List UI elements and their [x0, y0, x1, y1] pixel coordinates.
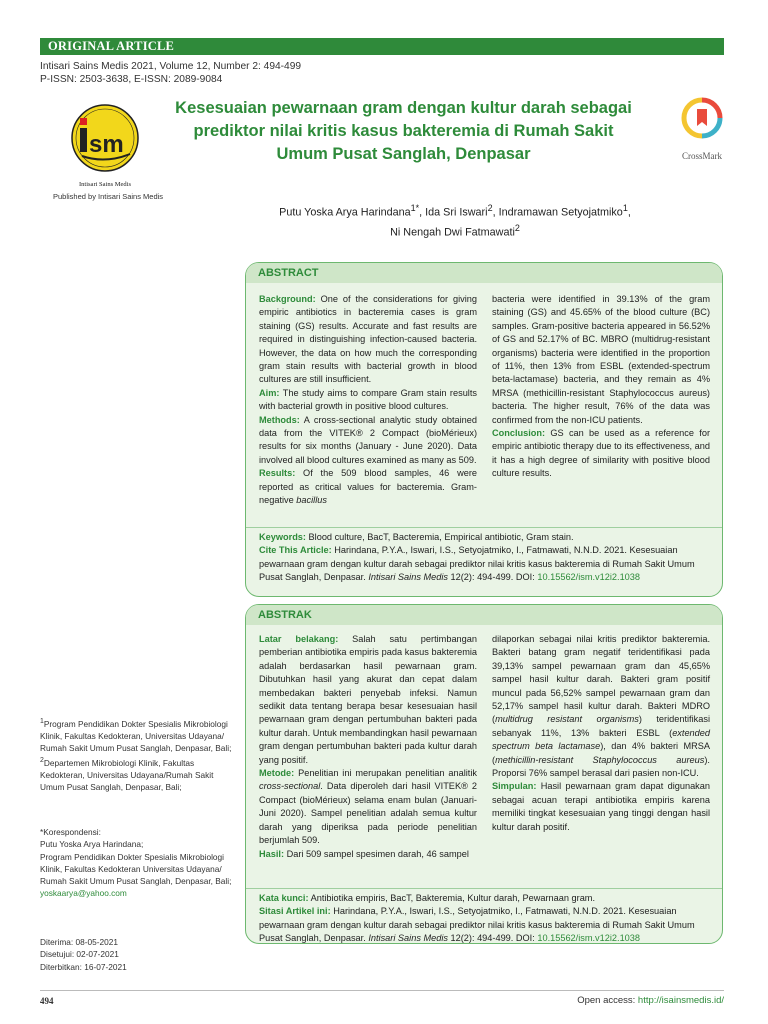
correspondence-name: Putu Yoska Arya Harindana; [40, 839, 144, 850]
open-access-label: Open access: [577, 995, 638, 1006]
hasil-italic-2: extended spectrum beta lactamase [492, 727, 710, 752]
results-continued-text: bacteria were identified in 39.13% of the gram staining (GS) and 45.65% of the blood culture (BC) samples. Gram-positive bacteria appeared in 56.52% of GS and 52.17% of BC. MBRO (multidrug-resistant organisms) bacteria were identified in the proportion of 11%, then 13% from ESBL (extended-spectrum beta-lactamase) bacteria, and they remain as 4% MRSA (methicillin-resistant Staphylococcus aureus) bacteria. The higher result, 76% of the data was confirmed from the non-ICU patients. [492, 294, 710, 425]
crossmark-badge[interactable] [672, 96, 732, 166]
abstract-divider [246, 527, 722, 528]
latar-belakang-label: Latar belakang: [259, 634, 339, 644]
abstrak-box [245, 604, 723, 944]
hasil-italic-3: methicillin-resistant Staphylococcus aureus [495, 754, 705, 765]
hasil-continued-1: dilaporkan sebagai nilai kritis prediktor bakteremia. Bakteri batang gram negatif teridentifikasi pada 39,13% sampel pewarnaan gram dan 45,65% sampel hasil kultur darah. Bakteri gram positif muncul pada 56,52% sampel pewarnaan gram dan 52,17% sampel hasil kultur darah. Bakteri MDRO ( [492, 634, 710, 725]
abstrak-right-column [492, 633, 710, 834]
author-3-affiliation: 1 [622, 203, 628, 213]
background-text: One of the considerations for giving empiric antibiotics in bacteremia cases is gram staining (GS) results. Accurate and fast results are required in distinguishing infection-caused bacteria. However, the data on how much the corresponding gram stain results with bacterial growth in blood cultures are still insufficient. [259, 294, 477, 385]
results-text: Of the 509 blood samples, 46 were reported as critical values for bacteremia. Gram-negative [259, 468, 477, 506]
open-access-link[interactable]: http://isainsmedis.id/ [637, 995, 724, 1006]
affiliation-2-number: 2 [40, 756, 44, 764]
article-type-banner [40, 38, 724, 55]
journal-meta [40, 60, 301, 86]
kata-kunci-label: Kata kunci: [259, 893, 309, 903]
abstract-keywords-block [259, 531, 712, 585]
abstrak-divider [246, 888, 722, 889]
background-label: Background: [259, 294, 316, 304]
sitasi-text: Harindana, P.Y.A., Iswari, I.S., Setyojatmiko, I., Fatmawati, N.N.D. 2021. Kesesuaian pewarnaan gram dengan kultur darah sebagai prediktor nilai kritis kasus bakteremia di Rumah Sakit Umum Pusat Sanglah, Denpasar. [259, 906, 695, 944]
cite-volume: 12(2): 494-499. DOI: [447, 572, 538, 583]
crossmark-icon [680, 96, 724, 144]
simpulan-label: Simpulan: [492, 781, 537, 792]
abstrak-keywords-block [259, 892, 712, 946]
sitasi-label: Sitasi Artikel ini: [259, 906, 331, 917]
author-4-affiliation: 2 [514, 222, 520, 233]
author-separator: , [627, 206, 631, 219]
abstrak-heading: ABSTRAK [258, 609, 312, 621]
kata-kunci-text: Antibiotika empiris, BacT, Bakteremia, Kultur darah, Pewarnaan gram. [308, 893, 596, 903]
published-by: Published by Intisari Sains Medis [53, 192, 164, 201]
aim-label: Aim: [259, 387, 280, 398]
affiliations [40, 716, 240, 793]
footer-divider [40, 990, 724, 991]
open-access-notice [577, 995, 724, 1006]
abstract-right-column [492, 293, 710, 481]
hasil-continued-2: ) teridentifikasi sebanyak 11%, 13% bakteri ESBL ( [492, 714, 710, 738]
page-number: 494 [40, 996, 54, 1006]
date-published: Diterbitkan: 16-07-2021 [40, 961, 127, 972]
results-italic: bacillus [296, 495, 327, 506]
conclusion-text: GS can be used as a reference for empiric antibiotic therapy due to its effectiveness, and it has a high degree of similarity with positive blood culture results. [492, 428, 710, 479]
cite-text: Harindana, P.Y.A., Iswari, I.S., Setyojatmiko, I., Fatmawati, N.N.D. 2021. Kesesuaian pewarnaan gram dengan kultur darah sebagai prediktor nilai kritis kasus bakteremia di Rumah Sakit Umum Pusat Sanglah, Denpasar. [259, 545, 695, 583]
keywords-text: Blood culture, BacT, Bacteremia, Empirical antibiotic, Gram stain. [305, 532, 574, 542]
cite-journal: Intisari Sains Medis [368, 572, 448, 583]
author-4: Ni Nengah Dwi Fatmawati [390, 226, 515, 239]
cite-doi-link[interactable]: 10.15562/ism.v12i2.1038 [537, 572, 641, 583]
journal-citation-line: Intisari Sains Medis 2021, Volume 12, Number 2: 494-499 [40, 61, 302, 72]
methods-text: A cross-sectional analytic study obtained data from the VITEK® 2 Compact (bioMérieux) results for six months (January - June 2020). Data involved all blood cultures examined as many as 509. [259, 414, 477, 465]
hasil-continued-3: ), dan 4% bakteri MRSA ( [492, 741, 710, 765]
author-1-affiliation: 1* [410, 203, 420, 213]
keywords-label: Keywords: [259, 532, 306, 542]
journal-issn-line: P-ISSN: 2503-3638, E-ISSN: 2089-9084 [40, 74, 223, 85]
sitasi-journal: Intisari Sains Medis [368, 933, 448, 944]
sitasi-volume: 12(2): 494-499. DOI: [447, 933, 538, 944]
journal-logo-icon [60, 100, 150, 190]
crossmark-label: CrossMark [682, 151, 722, 161]
results-label: Results: [259, 468, 296, 479]
cite-label: Cite This Article: [259, 545, 332, 556]
correspondence-email-link[interactable]: yoskaarya@yahoo.com [40, 888, 127, 899]
author-list [230, 201, 680, 240]
affiliation-1: Program Pendidikan Dokter Spesialis Mikrobiologi Klinik, Fakultas Kedokteran, Universitas Udayana/ Rumah Sakit Umum Pusat Sanglah, Denpasar, Bali; [40, 718, 232, 754]
metode-italic: cross-sectional [259, 781, 321, 792]
hasil-label: Hasil: [259, 848, 285, 859]
article-title: Kesesuaian pewarnaan gram dengan kultur darah sebagai prediktor nilai kritis kasus bakteremia di Rumah Sakit Umum Pusat Sanglah, Denpasar [175, 99, 632, 163]
correspondence [40, 826, 240, 900]
journal-logo [60, 100, 150, 190]
author-3: , Indramawan Setyojatmiko [492, 206, 623, 219]
metode-text-2: . Data diperoleh dari hasil VITEK® 2 Compact (bioMérieux) selama enam bulan (Januari-Juni 2020). Sampel penelitian adalah semua kultur darah yang diperiksa pada periode penelitian berjumlah 509. [259, 781, 477, 846]
author-2: , Ida Sri Iswari [419, 206, 488, 219]
methods-label: Methods: [259, 414, 300, 425]
correspondence-address: Program Pendidikan Dokter Spesialis Mikrobiologi Klinik, Fakultas Kedokteran Universitas Udayana/ Rumah Sakit Umum Pusat Sanglah, Denpasar, Bali; [40, 851, 232, 887]
logo-caption: Intisari Sains Medis [79, 181, 131, 188]
hasil-text: Dari 509 sampel spesimen darah, 46 sampel [284, 848, 469, 859]
affiliation-1-number: 1 [40, 718, 44, 725]
author-1: Putu Yoska Arya Harindana [279, 206, 411, 219]
latar-belakang-text: Salah satu pertimbangan pemberian antibiotika empiris pada kasus bakteremia adalah berdasarkan hasil pewarnaan gram. Dibutuhkan hasil yang akurat dan cepat dalam membedakan bakteri penyebab infeksi. Namun sedikit data tentang berapa besar kesesuaian hasil pewarnaan gram dengan pertumbuhan bakteri pada kultur darah. Untuk membandingkan hasil pewarnaan gram dengan pertumbuhan bakteri pada kultur darah yang positif. [259, 634, 477, 765]
conclusion-label: Conclusion: [492, 428, 546, 439]
abstract-heading: ABSTRACT [258, 267, 319, 279]
author-2-affiliation: 2 [487, 203, 493, 213]
sitasi-doi-link[interactable]: 10.15562/ism.v12i2.1038 [537, 933, 641, 944]
abstract-box [245, 262, 723, 597]
abstract-left-column [259, 293, 477, 508]
correspondence-label: *Korespondensi: [40, 827, 101, 837]
abstrak-left-column [259, 633, 477, 861]
metode-label: Metode: [259, 768, 295, 779]
metode-text-1: Penelitian ini merupakan penelitian analitik [294, 768, 477, 779]
date-received: Diterima: 08-05-2021 [40, 937, 118, 947]
hasil-italic-1: multidrug resistant organisms [495, 714, 639, 725]
abstrak-header [246, 605, 722, 625]
article-dates [40, 936, 240, 973]
hasil-continued-4: ). Proporsi 76% sampel berasal dari pasien non-ICU. [492, 754, 710, 779]
abstract-header [246, 263, 722, 283]
simpulan-text: Hasil pewarnaan gram dapat digunakan sebagai acuan terapi antibiotika empiris karena memiliki tingkat kesesuaian yang tinggi dengan hasil kultur darah positif. [492, 781, 710, 832]
affiliation-2: Departemen Mikrobiologi Klinik, Fakultas Kedokteran, Universitas Udayana/Rumah Sakit Umum Pusat Sanglah, Denpasar, Bali; [40, 757, 214, 793]
aim-text: The study aims to compare Gram stain results with bacterial growth in positive blood cultures. [259, 387, 477, 412]
date-accepted: Disetujui: 02-07-2021 [40, 949, 119, 960]
article-type-label: ORIGINAL ARTICLE [48, 39, 175, 53]
svg-text:sm: sm [89, 131, 124, 158]
